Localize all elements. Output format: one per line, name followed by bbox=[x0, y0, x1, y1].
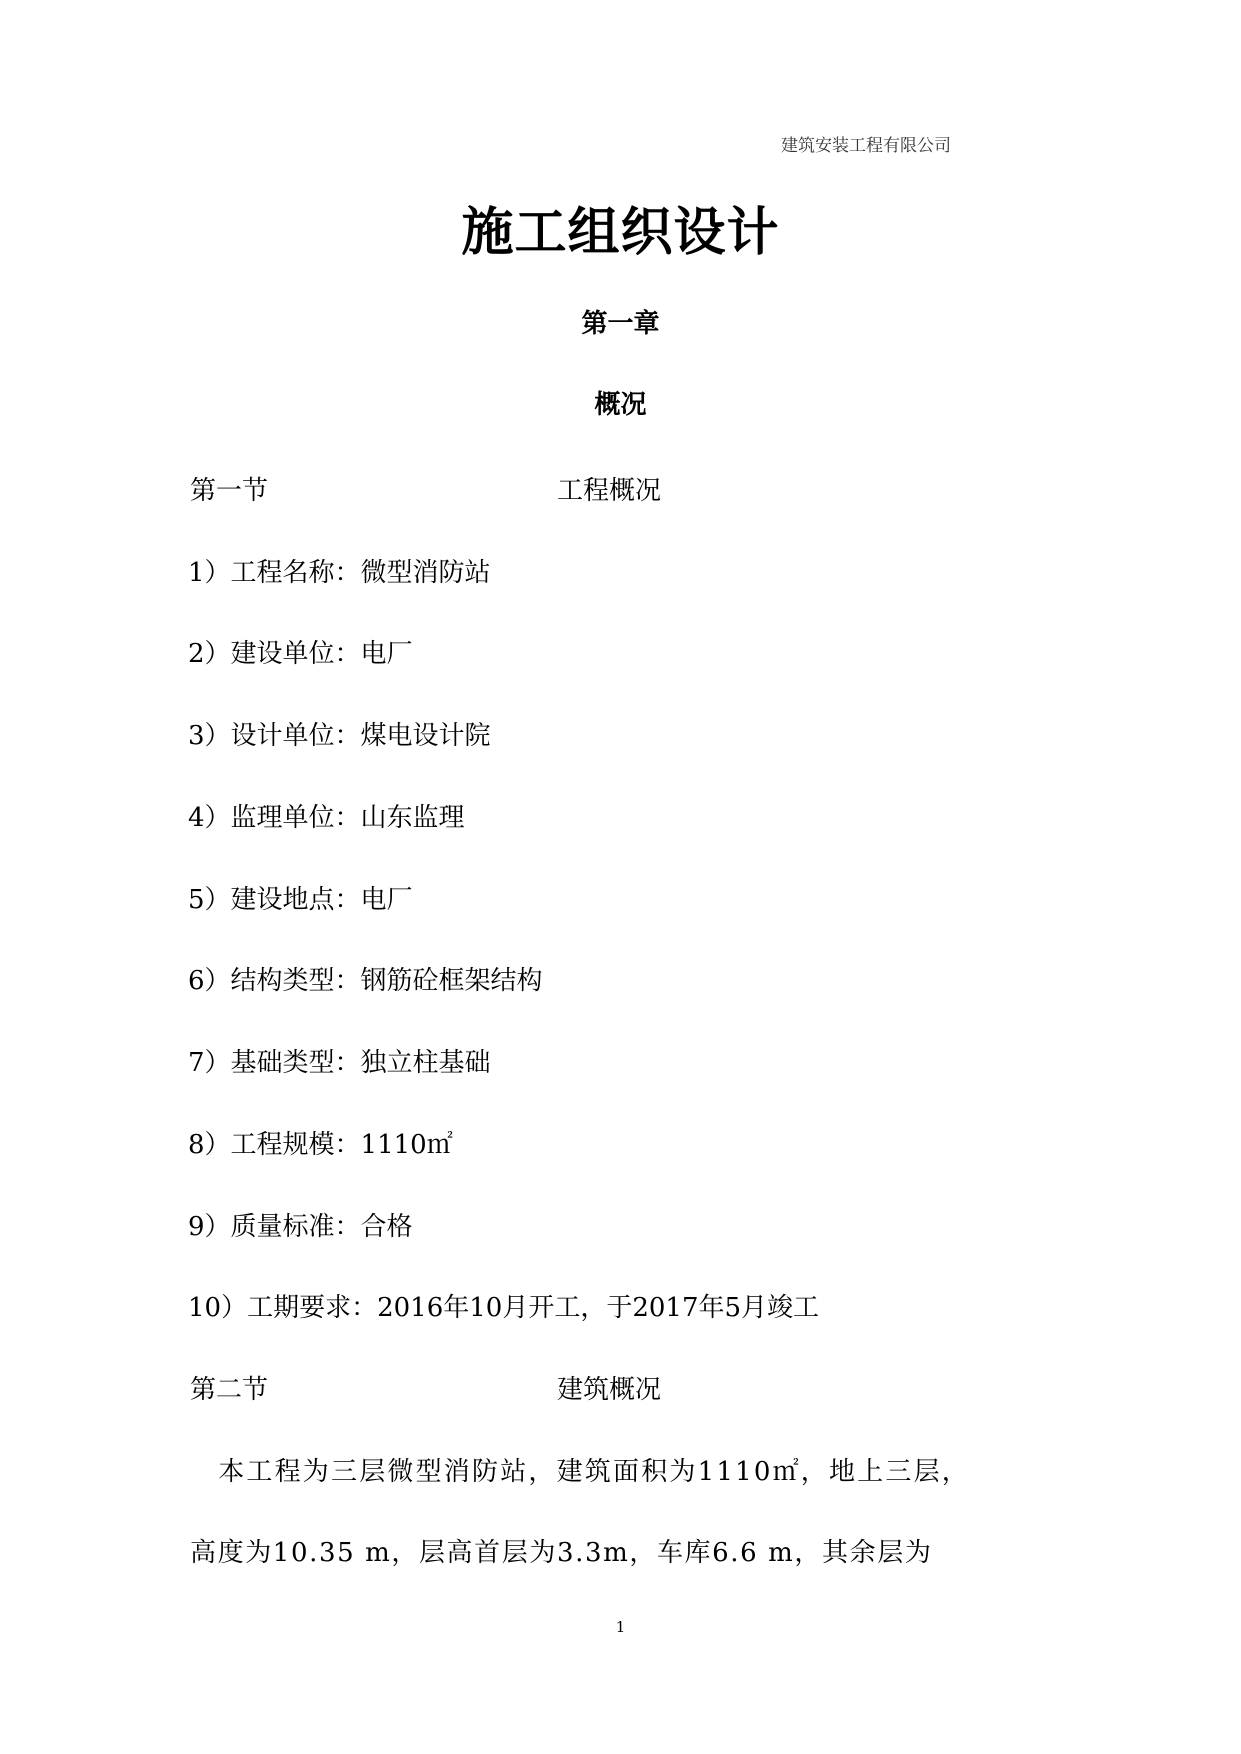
list-item: 3）设计单位：煤电设计院 bbox=[188, 721, 491, 751]
list-item: 1）工程名称：微型消防站 bbox=[188, 558, 491, 588]
section-number: 第二节 bbox=[190, 1375, 269, 1405]
list-item: 10）工期要求：2016年10月开工，于2017年5月竣工 bbox=[188, 1293, 820, 1323]
body-paragraph-line-1: 本工程为三层微型消防站，建筑面积为1110㎡，地上三层， bbox=[190, 1457, 970, 1487]
list-item: 6）结构类型：钢筋砼框架结构 bbox=[188, 966, 543, 996]
list-item: 9）质量标准：合格 bbox=[188, 1212, 413, 1242]
list-item: 4）监理单位：山东监理 bbox=[188, 803, 465, 833]
body-paragraph-line-2: 高度为10.35 m，层高首层为3.3m，车库6.6 m，其余层为 bbox=[190, 1538, 933, 1568]
list-item: 7）基础类型：独立柱基础 bbox=[188, 1048, 491, 1078]
document-title: 施工组织设计 bbox=[461, 202, 780, 263]
list-item: 5）建设地点：电厂 bbox=[188, 885, 413, 915]
section-name: 建筑概况 bbox=[557, 1375, 662, 1405]
page-number: 1 bbox=[615, 1618, 626, 1636]
section-number: 第一节 bbox=[190, 476, 269, 506]
section-name: 工程概况 bbox=[557, 476, 662, 506]
company-header: 建筑安装工程有限公司 bbox=[781, 136, 951, 156]
chapter-title: 概况 bbox=[594, 390, 647, 420]
list-item: 2）建设单位：电厂 bbox=[188, 639, 413, 669]
list-item: 8）工程规模：1110㎡ bbox=[188, 1130, 453, 1160]
chapter-heading: 第一章 bbox=[581, 309, 660, 339]
